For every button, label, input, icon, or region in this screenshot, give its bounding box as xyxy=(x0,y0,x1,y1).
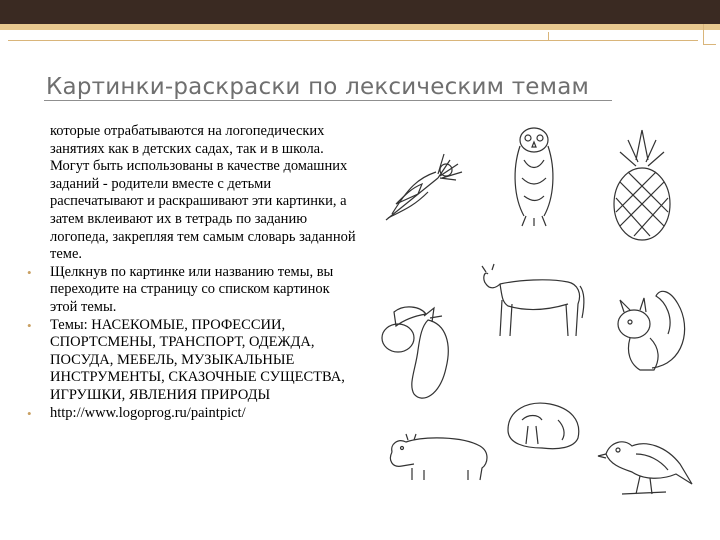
sparrow-icon[interactable] xyxy=(596,424,696,500)
paragraph-intro xyxy=(24,123,360,264)
paragraph-click-hint xyxy=(24,264,360,317)
paragraph-topics xyxy=(24,317,360,405)
title-underline xyxy=(44,100,612,101)
header-corner xyxy=(703,24,716,45)
source-link[interactable]: http://www.logoprog.ru/paintpict/ xyxy=(50,404,246,421)
paragraph-link xyxy=(24,405,360,423)
paragraph-text: которые отрабатываются на логопедических занятиях как в детских садах, так и в школа. Могут быть использованы в качестве домашних заданий - родители вместе с детьми распечатывают и раскрашивают эти картинки, а затем вклеивают их в тетрадь по заданию логопеда, закрепляя тем самым словарь заданной теме. xyxy=(50,123,356,263)
walrus-icon[interactable] xyxy=(498,390,588,454)
bullet-icon: • xyxy=(27,405,32,421)
bullet-icon: • xyxy=(27,264,32,280)
paragraph-text[interactable]: Темы: НАСЕКОМЫЕ, ПРОФЕССИИ, СПОРТСМЕНЫ, ТРАНСПОРТ, ОДЕЖДА, ПОСУДА, МЕБЕЛЬ, МУЗЫКАЛЬНЫЕ ИНСТРУМЕНТЫ, СКАЗОЧНЫЕ СУЩЕСТВА, ИГРУШКИ, ЯВЛЕНИЯ ПРИРОДЫ xyxy=(50,316,345,403)
bullet-icon: • xyxy=(27,317,32,333)
coloring-pictures xyxy=(370,108,700,508)
slide-body xyxy=(24,123,360,422)
slide-title: Картинки-раскраски по лексическим темам xyxy=(46,74,590,100)
top-bar xyxy=(0,0,720,24)
cornflower-icon[interactable] xyxy=(378,148,488,228)
squirrel-icon[interactable] xyxy=(604,278,694,378)
paragraph-text: Щелкнув по картинке или названию темы, вы переходите на страницу со списком картинок этой темы. xyxy=(50,263,334,315)
header-divider xyxy=(548,32,549,40)
hippo-icon[interactable] xyxy=(384,430,494,486)
owl-icon[interactable] xyxy=(504,120,564,228)
pineapple-icon[interactable] xyxy=(602,126,682,244)
cow-icon[interactable] xyxy=(478,260,588,342)
eggplant-icon[interactable] xyxy=(374,298,474,408)
header-rule xyxy=(8,30,698,41)
